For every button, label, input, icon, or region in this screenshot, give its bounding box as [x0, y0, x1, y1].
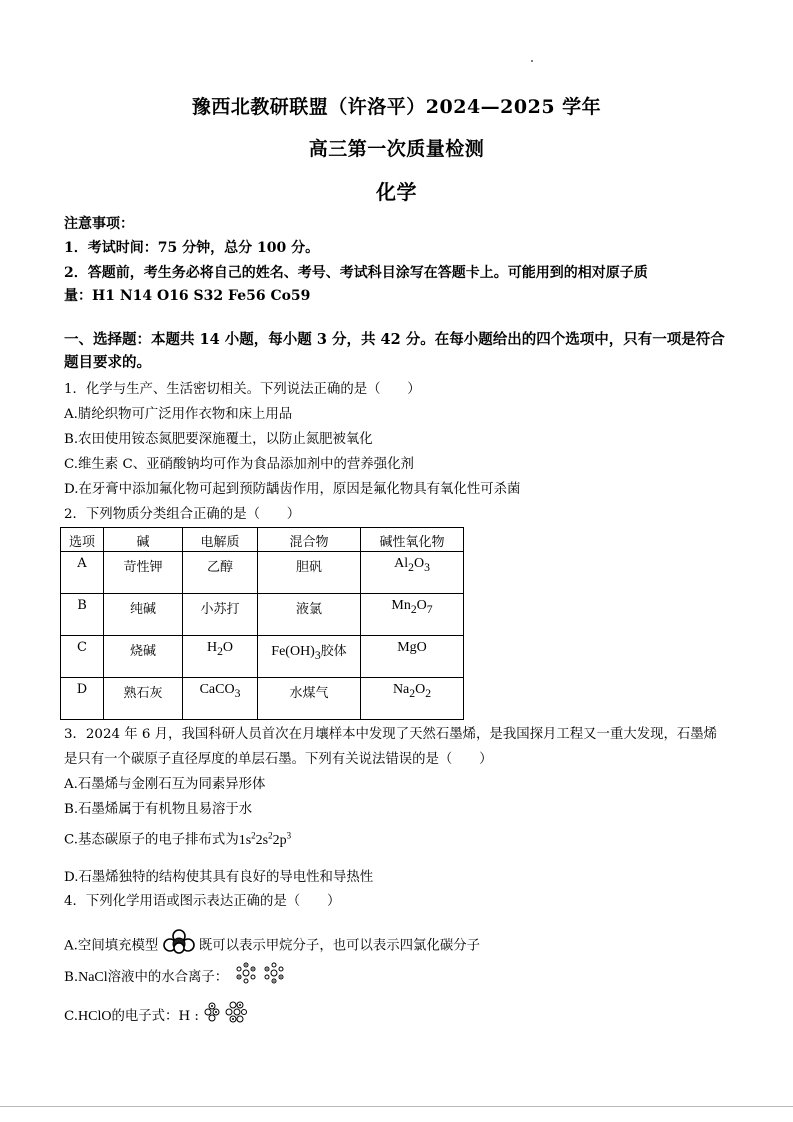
- cell-mixture: 胆矾: [258, 552, 361, 594]
- q3-option-d: D.石墨烯独特的结构使其具有良好的导电性和导热性: [64, 870, 374, 885]
- header-electrolyte: 电解质: [183, 528, 258, 552]
- header-basic-oxide: 碱性氧化物: [361, 528, 464, 552]
- note-item-2b: 量：H1 N14 O16 S32 Fe56 Co59: [64, 288, 311, 304]
- q2-classification-table: [60, 527, 464, 720]
- q4-option-b: [64, 962, 288, 993]
- exam-subject: 化学: [376, 180, 417, 204]
- q4-option-c-formula: HClO: [78, 1009, 112, 1024]
- section-1-title: 一、选择题：本题共 14 小题，每小题 3 分，共 42 分。在每小题给出的四个选项中，只有一项是符合题目要求的。: [64, 331, 725, 371]
- q1-option-d: D.在牙膏中添加氟化物可起到预防龋齿作用，原因是氟化物具有氧化性可杀菌: [64, 482, 521, 497]
- q1-option-b: B.农田使用铵态氮肥要深施覆土，以防止氮肥被氧化: [64, 432, 373, 447]
- q4-option-a: [64, 928, 480, 964]
- cell-mixture: 水煤气: [258, 678, 361, 720]
- header-mixture: 混合物: [258, 528, 361, 552]
- q1-option-c: C.维生素 C、亚硝酸钠均可作为食品添加剂中的营养强化剂: [64, 457, 414, 472]
- cell-option: A: [61, 552, 104, 594]
- space-filling-model-icon: [163, 928, 195, 964]
- cell-electrolyte: 乙醇: [183, 552, 258, 594]
- exam-title-line1: 豫西北教研联盟（许洛平）2024—2025 学年: [191, 96, 602, 118]
- cell-option: C: [61, 636, 104, 678]
- electron-configuration: $1s^22s^22p^3$: [238, 830, 292, 848]
- cell-electrolyte: CaCO$_3$: [183, 678, 258, 720]
- cell-electrolyte: $H_2O$: [183, 636, 258, 678]
- cell-base: 纯碱: [104, 594, 183, 636]
- cell-base: 熟石灰: [104, 678, 183, 720]
- table-row: [61, 552, 464, 594]
- cell-oxide: $Mn_2O_7$: [361, 594, 464, 636]
- cell-electrolyte: 小苏打: [183, 594, 258, 636]
- q4-option-a-prefix: A.空间填充模型: [64, 938, 159, 954]
- cell-base: 烧碱: [104, 636, 183, 678]
- q4-option-c-prefix: C.: [64, 1009, 79, 1024]
- q1-stem: 1．化学与生产、生活密切相关。下列说法正确的是（ ）: [64, 382, 421, 397]
- q4-option-b-suffix: 溶液中的水合离子：: [107, 970, 229, 985]
- q3-stem-line1: 3．2024 年 6 月，我国科研人员首次在月壤样本中发现了天然石墨烯，是我国探月工程又一重大发现，石墨烯: [64, 727, 718, 742]
- q2-stem: 2．下列物质分类组合正确的是（ ）: [64, 507, 301, 522]
- notes-heading: 注意事项：: [64, 216, 134, 232]
- cell-oxide: MgO: [361, 636, 464, 678]
- q4-option-b-prefix: B.: [64, 970, 79, 985]
- cell-option: B: [61, 594, 104, 636]
- note-item-1: 1．考试时间：75 分钟，总分 100 分。: [64, 240, 320, 256]
- cell-base: 苛性钾: [104, 552, 183, 594]
- q3-stem-line2: 是只有一个碳原子直径厚度的单层石墨。下列有关说法错误的是（ ）: [64, 752, 493, 767]
- q3-option-b: B.石墨烯属于有机物且易溶于水: [64, 802, 253, 817]
- page-bottom-rule: [0, 1106, 793, 1107]
- q3-option-a: A.石墨烯与金刚石互为同素异形体: [64, 777, 266, 792]
- stray-dot: [531, 60, 533, 62]
- note-item-2a: 2．答题前，考生务必将自己的姓名、考号、考试科目涂写在答题卡上。可能用到的相对原子质: [64, 265, 648, 281]
- cell-option: D: [61, 678, 104, 720]
- q4-option-c: [64, 1000, 247, 1033]
- hydrated-ion-icon: [232, 962, 288, 993]
- electron-formula-h: H :: [178, 1009, 199, 1024]
- q1-option-a: A.腈纶织物可广泛用作衣物和床上用品: [64, 407, 293, 422]
- q4-option-b-formula: NaCl: [78, 970, 108, 985]
- header-base: 碱: [104, 528, 183, 552]
- cell-mixture: 液氯: [258, 594, 361, 636]
- q4-option-c-suffix: 的电子式：: [111, 1009, 179, 1024]
- q4-stem: 4．下列化学用语或图示表达正确的是（ ）: [64, 894, 341, 909]
- cell-oxide: $Al_2O_3$: [361, 552, 464, 594]
- q3-option-c: [64, 825, 291, 851]
- header-option: 选项: [61, 528, 104, 552]
- exam-title-line2: 高三第一次质量检测: [308, 138, 485, 160]
- cell-oxide: $Na_2O_2$: [361, 678, 464, 720]
- q4-option-a-suffix: 既可以表示甲烷分子，也可以表示四氯化碳分子: [198, 938, 481, 954]
- table-row: [61, 594, 464, 636]
- table-row: [61, 636, 464, 678]
- cell-mixture: $Fe(OH)_3$胶体: [258, 636, 361, 678]
- table-header-row: [61, 528, 464, 552]
- electron-dot-formula-icon: [203, 1000, 247, 1033]
- table-row: [61, 678, 464, 720]
- q3-option-c-text: C.基态碳原子的电子排布式为: [64, 832, 239, 848]
